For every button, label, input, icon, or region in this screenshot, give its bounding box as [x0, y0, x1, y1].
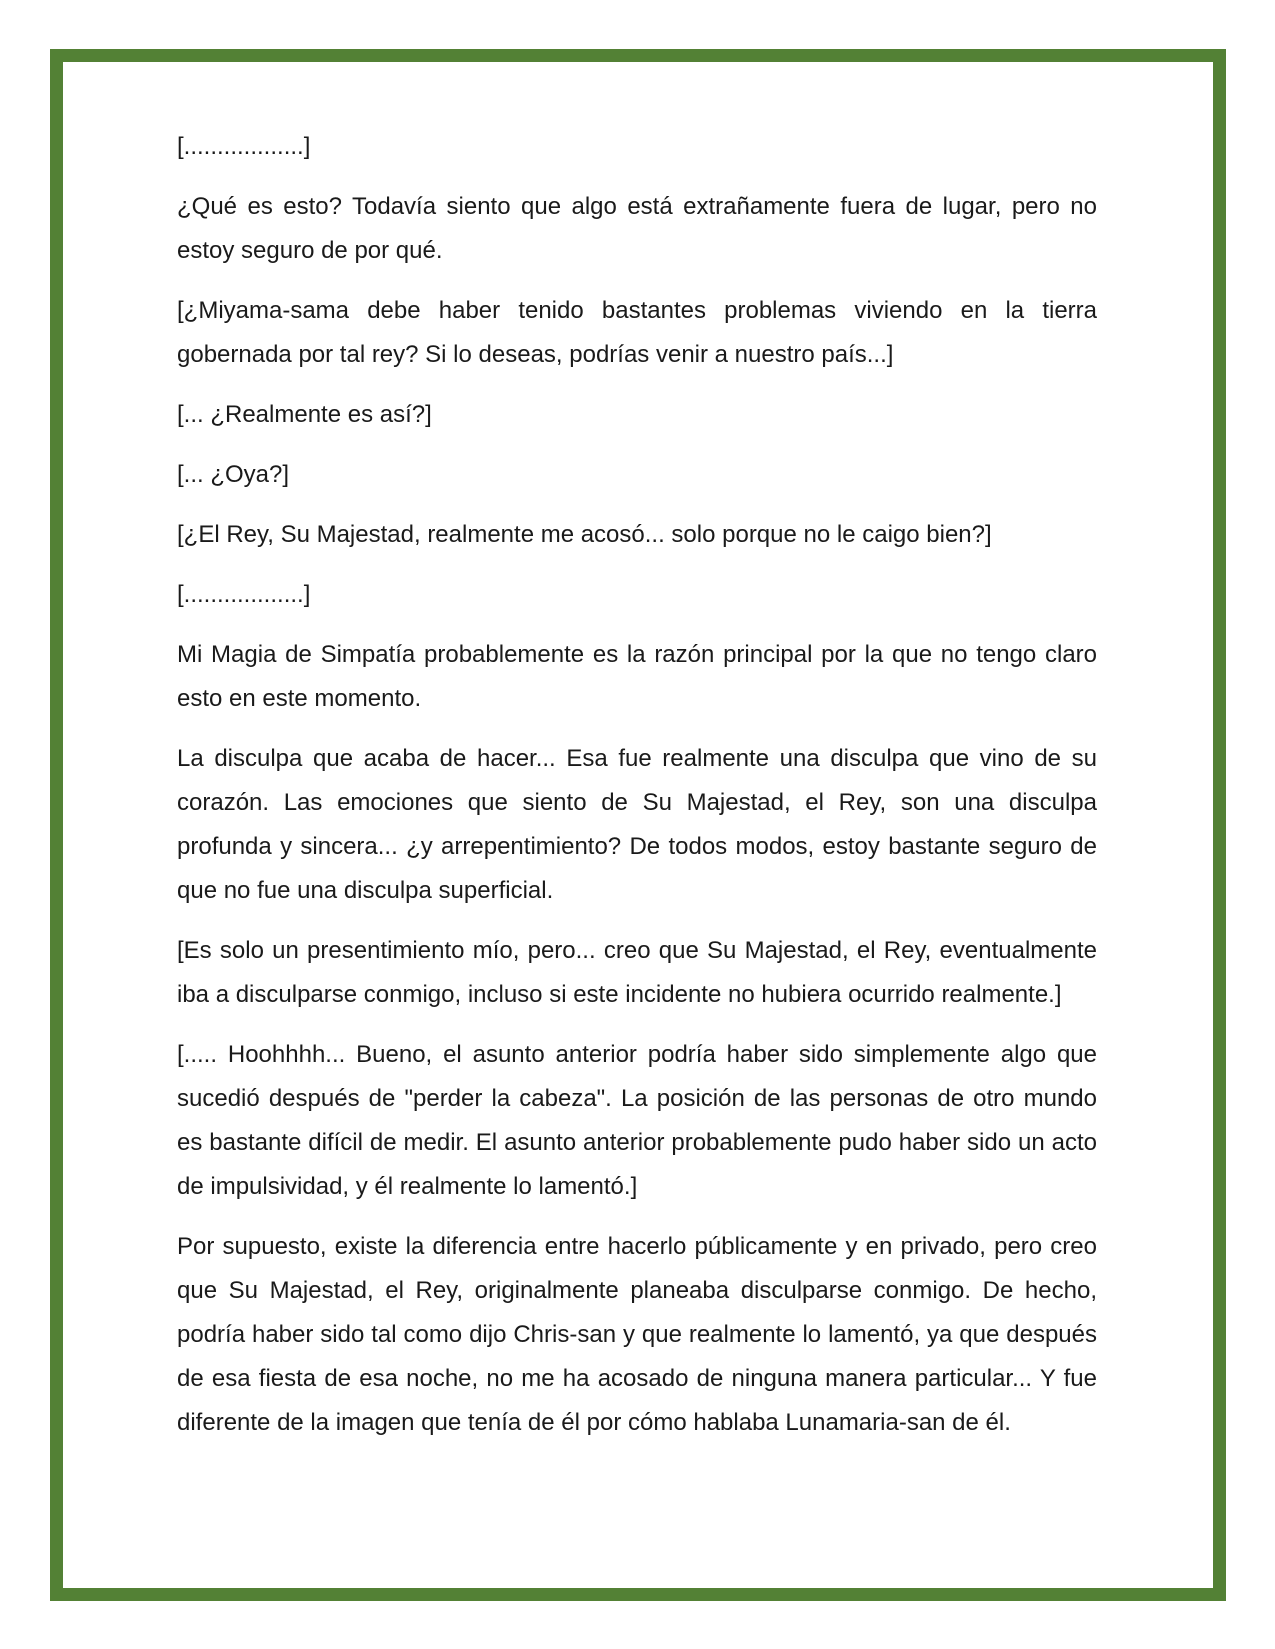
- paragraph-10: [Es solo un presentimiento mío, pero... creo que Su Majestad, el Rey, eventualmente iba a disculparse conmigo, incluso si este incidente no hubiera ocurrido realmente.]: [177, 937, 1097, 1008]
- paragraph-11: [..... Hoohhhh... Bueno, el asunto anterior podría haber sido simplemente algo que sucedió después de "perder la cabeza". La posición de las personas de otro mundo es bastante difícil de medir. El asunto anterior probablemente pudo haber sido un acto de impulsividad, y él realmente lo lamentó.]: [177, 1041, 1097, 1200]
- paragraph-6: [¿El Rey, Su Majestad, realmente me acosó... solo porque no le caigo bien?]: [177, 521, 992, 548]
- paragraph-3: [¿Miyama-sama debe haber tenido bastantes problemas viviendo en la tierra gobernada por tal rey? Si lo deseas, podrías venir a nuestro país...]: [177, 297, 1097, 368]
- paragraph-4: [... ¿Realmente es así?]: [177, 401, 432, 428]
- paragraph-7: [..................]: [177, 581, 311, 608]
- document-body: [177, 125, 1097, 1461]
- paragraph-1: [..................]: [177, 133, 311, 160]
- paragraph-5: [... ¿Oya?]: [177, 461, 290, 488]
- paragraph-12: Por supuesto, existe la diferencia entre hacerlo públicamente y en privado, pero creo que Su Majestad, el Rey, originalmente planeaba disculparse conmigo. De hecho, podría haber sido tal como dijo Chris-san y que realmente lo lamentó, ya que después de esa fiesta de esa noche, no me ha acosado de ninguna manera particular... Y fue diferente de la imagen que tenía de él por cómo hablaba Lunamaria-san de él.: [177, 1233, 1097, 1436]
- paragraph-2: ¿Qué es esto? Todavía siento que algo está extrañamente fuera de lugar, pero no estoy seguro de por qué.: [177, 193, 1097, 264]
- paragraph-9: La disculpa que acaba de hacer... Esa fue realmente una disculpa que vino de su corazón. Las emociones que siento de Su Majestad, el Rey, son una disculpa profunda y sincera... ¿y arrepentimiento? De todos modos, estoy bastante seguro de que no fue una disculpa superficial.: [177, 745, 1097, 904]
- paragraph-8: Mi Magia de Simpatía probablemente es la razón principal por la que no tengo claro esto en este momento.: [177, 641, 1097, 712]
